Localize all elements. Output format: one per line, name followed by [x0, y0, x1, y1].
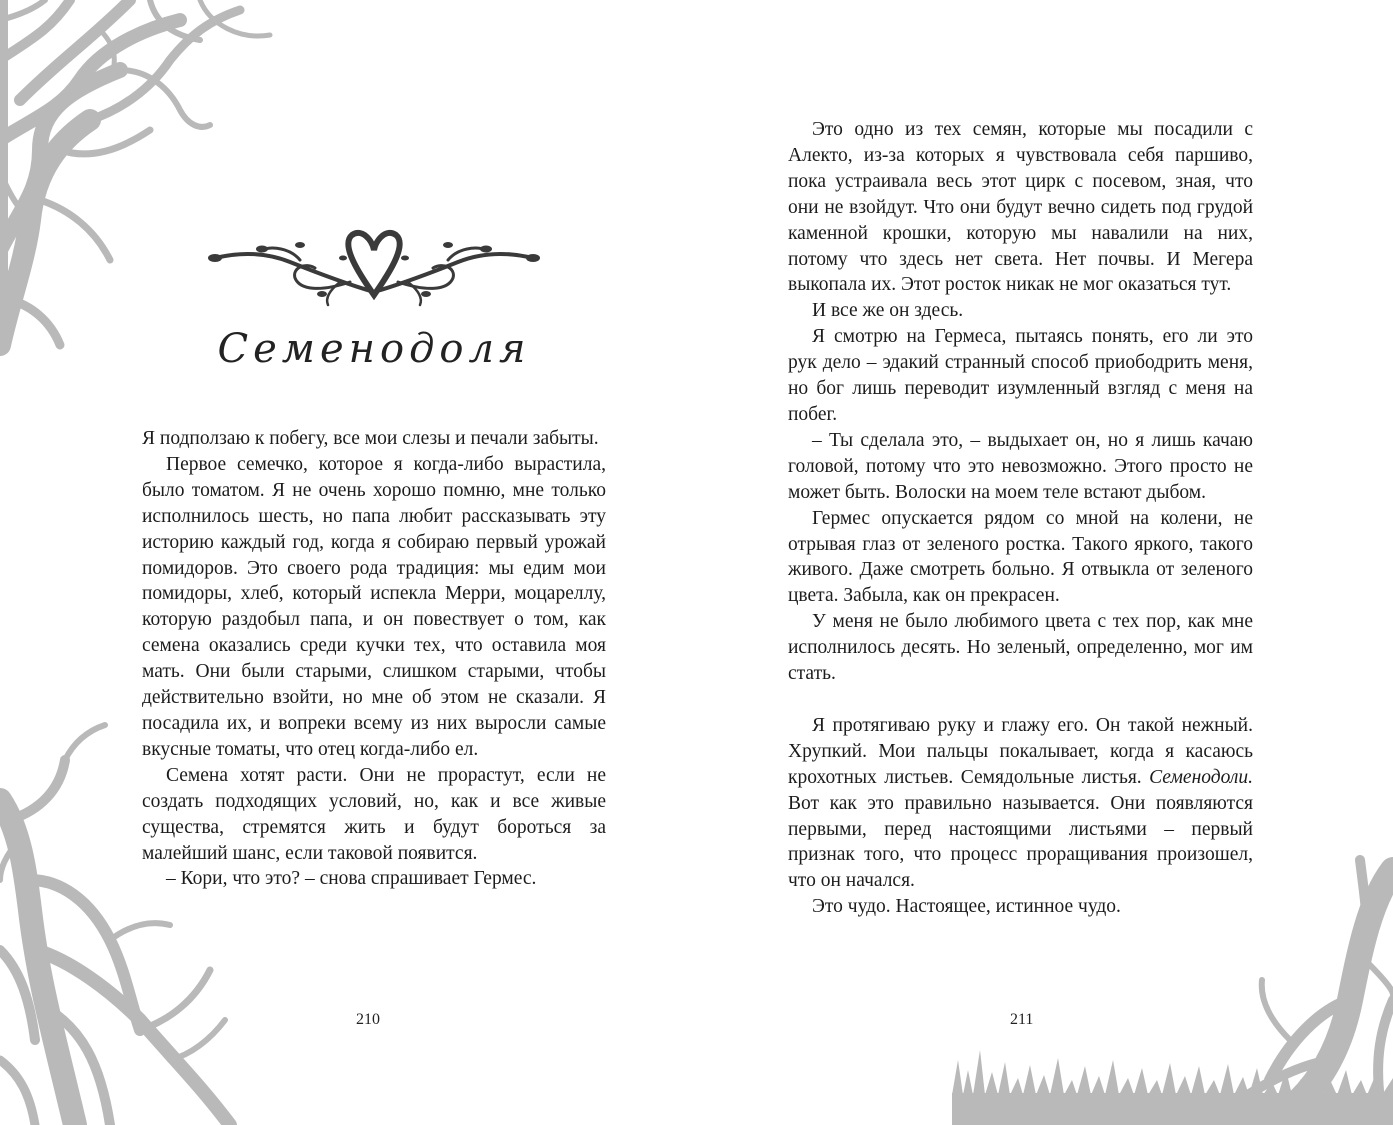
text-run: Вот как это правильно называется. Они появляются первыми, перед настоящими листьями – первый признак того, что процесс проращивания произошел, что он начался.	[788, 792, 1253, 892]
paragraph: Я подползаю к побегу, все мои слезы и печали забыты.	[142, 428, 599, 449]
branches-top-left-illustration	[0, 0, 270, 345]
paragraph: Это чудо. Настоящее, истинное чудо.	[812, 896, 1121, 918]
right-page-body	[788, 117, 1253, 920]
paragraph: Я смотрю на Гермеса, пытаясь понять, его ли это рук дело – эдакий странный способ приободрить меня, но бог лишь переводит изумленный взгляд с меня на побег.	[788, 326, 1253, 425]
paragraph: Первое семечко, которое я когда-либо вырастила, было томатом. Я не очень хорошо помню, мне только исполнилось шесть, но папа любит рассказывать эту историю каждый год, когда я собираю первый урожай помидоров. Это своего рода традиция: мы едим мои помидоры, хлеб, который испекла Мерри, моцареллу, которую раздобыл папа, и он повествует о том, как семена оказались среди кучки тех, что оставила моя мать. Они были старыми, слишком старыми, чтобы действительно взойти, но мне об этом не сказали. Я посадила их, и вопреки всему из них выросли самые вкусные томаты, что отец когда-либо ел.	[142, 453, 606, 760]
paragraph: – Кори, что это? – снова спрашивает Гермес.	[166, 868, 537, 890]
italic-term: Семенодоли.	[1149, 766, 1253, 788]
paragraph: Гермес опускается рядом со мной на колени, не отрывая глаз от зеленого ростка. Такого яркого, такого живого. Даже смотреть больно. Я отвыкла от зеленого цвета. Забыла, как он прекрасен.	[788, 507, 1253, 607]
page-number-right: 211	[1010, 1011, 1034, 1028]
paragraph: – Ты сделала это, – выдыхает он, но я лишь качаю головой, потому что это невозможно. Этого просто не может быть. Волоски на моем теле встают дыбом.	[788, 429, 1253, 503]
left-page-body	[142, 426, 606, 892]
chapter-title: Семенодоля	[217, 326, 531, 372]
paragraph: И все же он здесь.	[812, 300, 964, 322]
page-number-left: 210	[356, 1011, 380, 1028]
paragraph: Семена хотят расти. Они не прорастут, если не создать подходящих условий, но, как и все живые существа, стремятся жить и будут бороться за малейший шанс, если таковой появится.	[142, 764, 606, 864]
paragraph: У меня не было любимого цвета с тех пор, как мне исполнилось десять. Но зеленый, определенно, мог им стать.	[788, 611, 1253, 685]
paragraph-with-italic	[788, 713, 1253, 894]
branches-bottom-right-illustration	[1240, 860, 1393, 1100]
text-run: Я протягиваю руку и глажу его. Он такой нежный. Хрупкий. Мои пальцы покалывает, когда я касаюсь крохотных листьев. Семядольные листья.	[788, 714, 1253, 788]
chapter-ornament-icon	[215, 233, 533, 305]
paragraph: Это одно из тех семян, которые мы посадили с Алекто, из-за которых я чувствовала себя паршиво, пока устраивала весь этот цирк с посевом, зная, что они не взойдут. Что они будут вечно сидеть под грудой каменной крошки, которую мы навалили на них, потому что здесь нет света. Нет почвы. И Мегера выкопала их. Этот росток никак не мог оказаться тут.	[788, 119, 1253, 296]
